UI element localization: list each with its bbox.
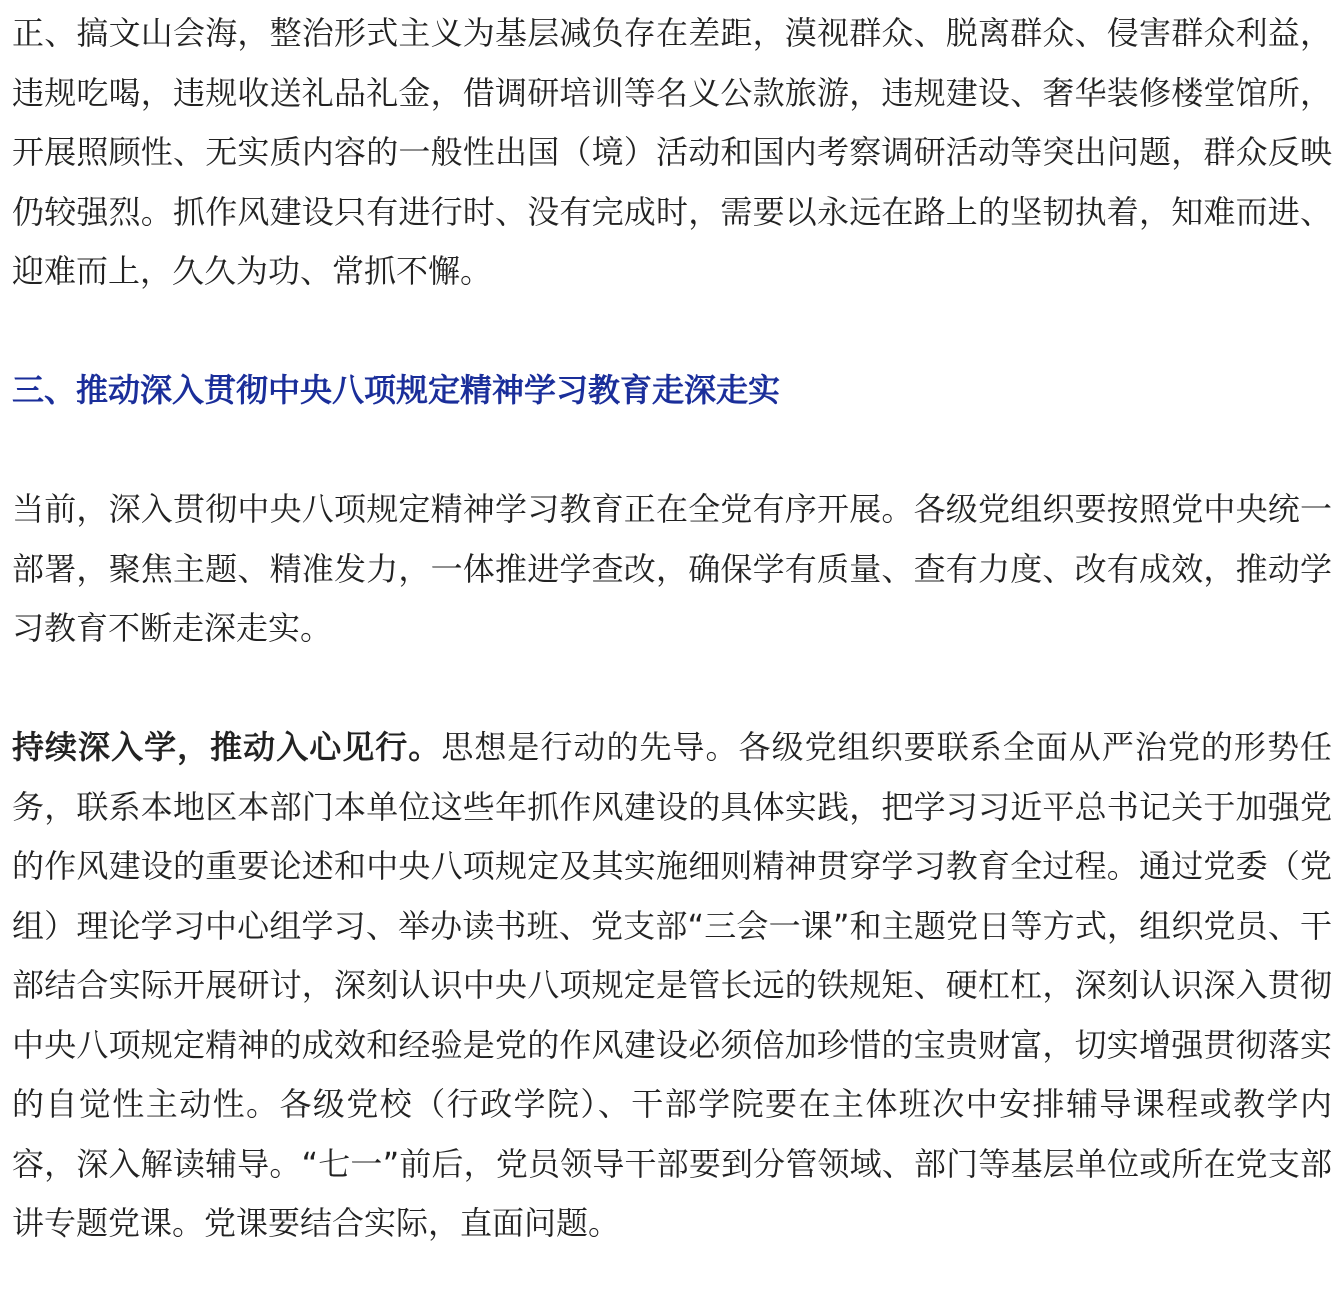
section-heading: 三、推动深入贯彻中央八项规定精神学习教育走深走实 bbox=[12, 371, 781, 409]
paragraph-intro: 正、搞文山会海，整治形式主义为基层减负存在差距，漠视群众、脱离群众、侵害群众利益，违规吃喝，违规收送礼品礼金，借调研培训等名义公款旅游，违规建设、奢华装修楼堂馆所，开展照顾性、无实质内容的一般性出国（境）活动和国内考察调研活动等突出问题，群众反映仍较强烈。抓作风建设只有进行时、没有完成时，需要以永远在路上的坚韧执着，知难而进、迎难而上，久久为功、常抓不懈。 bbox=[12, 14, 1332, 290]
paragraph-lead-bold: 持续深入学，推动入心见行。 bbox=[12, 728, 442, 766]
paragraph-current-status: 当前，深入贯彻中央八项规定精神学习教育正在全党有序开展。各级党组织要按照党中央统一部署，聚焦主题、精准发力，一体推进学查改，确保学有质量、查有力度、改有成效，推动学习教育不断走深走实。 bbox=[12, 490, 1332, 647]
article-body bbox=[12, 4, 1332, 1254]
paragraph-continuous-study bbox=[12, 718, 1332, 1254]
paragraph-study-body: 思想是行动的先导。各级党组织要联系全面从严治党的形势任务，联系本地区本部门本单位这些年抓作风建设的具体实践，把学习习近平总书记关于加强党的作风建设的重要论述和中央八项规定及其实施细则精神贯穿学习教育全过程。通过党委（党组）理论学习中心组学习、举办读书班、党支部“三会一课”和主题党日等方式，组织党员、干部结合实际开展研讨，深刻认识中央八项规定是管长远的铁规矩、硬杠杠，深刻认识深入贯彻中央八项规定精神的成效和经验是党的作风建设必须倍加珍惜的宝贵财富，切实增强贯彻落实的自觉性主动性。各级党校（行政学院）、干部学院要在主体班次中安排辅导课程或教学内容，深入解读辅导。“七一”前后，党员领导干部要到分管领域、部门等基层单位或所在党支部讲专题党课。党课要结合实际，直面问题。 bbox=[12, 728, 1332, 1242]
